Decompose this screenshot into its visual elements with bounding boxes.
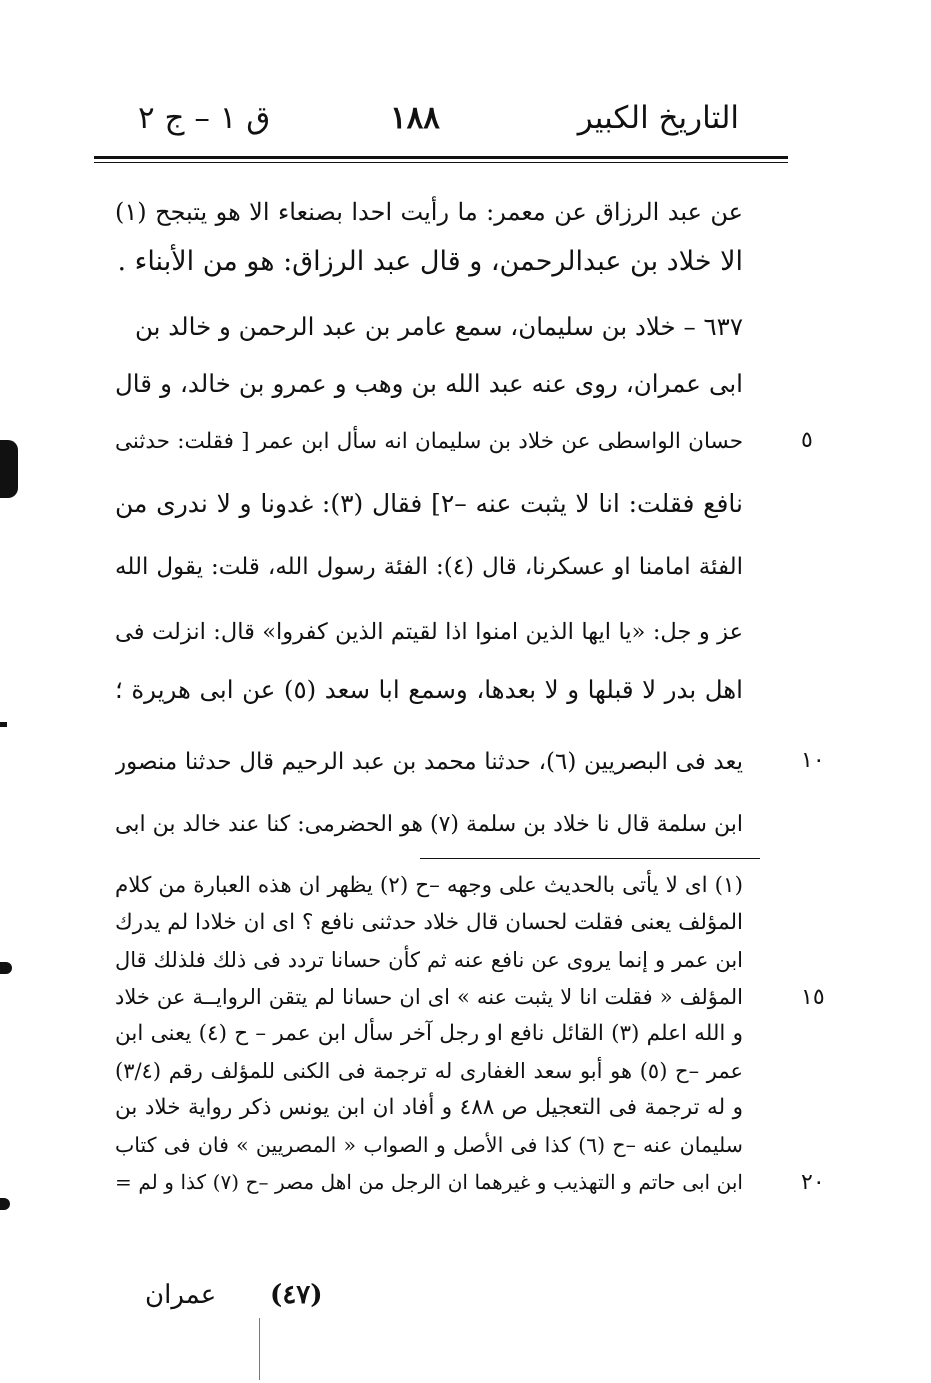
- line-number: ٥: [801, 428, 813, 453]
- footnote-line: و الله اعلم (٣) القائل نافع او رجل آخر سأل ابن عمر – ح (٤) يعنى ابن: [115, 1021, 743, 1046]
- page-number: ١٨٨: [390, 100, 440, 136]
- body-line: اهل بدر لا قبلها و لا بعدها، وسمع ابا سعد (٥) عن ابى هريرة ؛: [115, 675, 743, 704]
- footnote-separator: [420, 858, 760, 859]
- book-title: التاريخ الكبير: [577, 100, 739, 136]
- footnote-line: ابن ابى حاتم و التهذيب و غيرهما ان الرجل من اهل مصر –ح (٧) كذا و لم =: [115, 1170, 743, 1194]
- margin-binding-mark: [0, 962, 12, 974]
- footnote-line: عمر –ح (٥) هو أبو سعد الغفارى له ترجمة فى الكنى للمؤلف رقم (٣/٤): [115, 1059, 743, 1083]
- footnote-line: المؤلف « فقلت انا لا يثبت عنه » اى ان حسانا لم يتقن الروايــة عن خلاد: [115, 985, 743, 1009]
- catchword: عمران: [145, 1280, 217, 1310]
- body-line: نافع فقلت: انا لا يثبت عنه –٢] فقال (٣): غدونا و لا ندرى من: [115, 489, 743, 518]
- volume-reference: ق ١ – ج ٢: [138, 100, 271, 136]
- header-rule: [94, 156, 788, 159]
- body-line: ابن سلمة قال نا خلاد بن سلمة (٧) هو الحضرمى: كنا عند خالد بن ابى: [115, 812, 743, 837]
- signature-mark: (٤٧): [270, 1280, 323, 1310]
- footnote-line: و له ترجمة فى التعجيل ص ٤٨٨ و أفاد ان ابن يونس ذكر رواية خلاد بن: [115, 1095, 743, 1120]
- body-line: ابى عمران، روى عنه عبد الله بن وهب و عمرو بن خالد، و قال: [115, 369, 743, 398]
- margin-binding-mark: [0, 440, 18, 498]
- line-number: ٢٠: [801, 1170, 825, 1195]
- body-line: حسان الواسطى عن خلاد بن سليمان انه سأل ابن عمر [ فقلت: حدثنى: [115, 429, 743, 454]
- footnote-line: ابن عمر و إنما يروى عن نافع عنه ثم كأن حسانا تردد فى ذلك فلذلك قال: [115, 948, 743, 972]
- body-line: ٦٣٧ – خلاد بن سليمان، سمع عامر بن عبد الرحمن و خالد بن: [135, 312, 743, 341]
- line-number: ١٥: [801, 985, 825, 1010]
- body-line: عن عبد الرزاق عن معمر: ما رأيت احدا بصنعاء الا هو يتبجح (١): [115, 198, 743, 226]
- body-line: الا خلاد بن عبدالرحمن، و قال عبد الرزاق: هو من الأبناء .: [117, 246, 743, 277]
- scan-artifact-line: [259, 1318, 260, 1380]
- body-line: عز و جل: «يا ايها الذين امنوا اذا لقيتم الذين كفروا» قال: انزلت فى: [115, 619, 743, 645]
- margin-binding-mark: [0, 1198, 10, 1210]
- footnote-line: المؤلف يعنى فقلت لحسان قال خلاد حدثنى نافع ؟ اى ان خلادا لم يدرك: [115, 910, 743, 935]
- body-line: يعد فى البصريين (٦)، حدثنا محمد بن عبد الرحيم قال حدثنا منصور: [115, 749, 743, 775]
- margin-binding-mark: [0, 722, 7, 727]
- line-number: ١٠: [801, 748, 825, 773]
- header-rule-thin: [94, 162, 788, 163]
- footnote-line: سليمان عنه –ح (٦) كذا فى الأصل و الصواب « المصريين » فان فى كتاب: [115, 1133, 743, 1157]
- footnote-line: (١) اى لا يأتى بالحديث على وجهه –ح (٢) يظهر ان هذه العبارة من كلام: [115, 873, 743, 898]
- body-line: الفئة امامنا او عسكرنا، قال (٤): الفئة رسول الله، قلت: يقول الله: [115, 554, 743, 580]
